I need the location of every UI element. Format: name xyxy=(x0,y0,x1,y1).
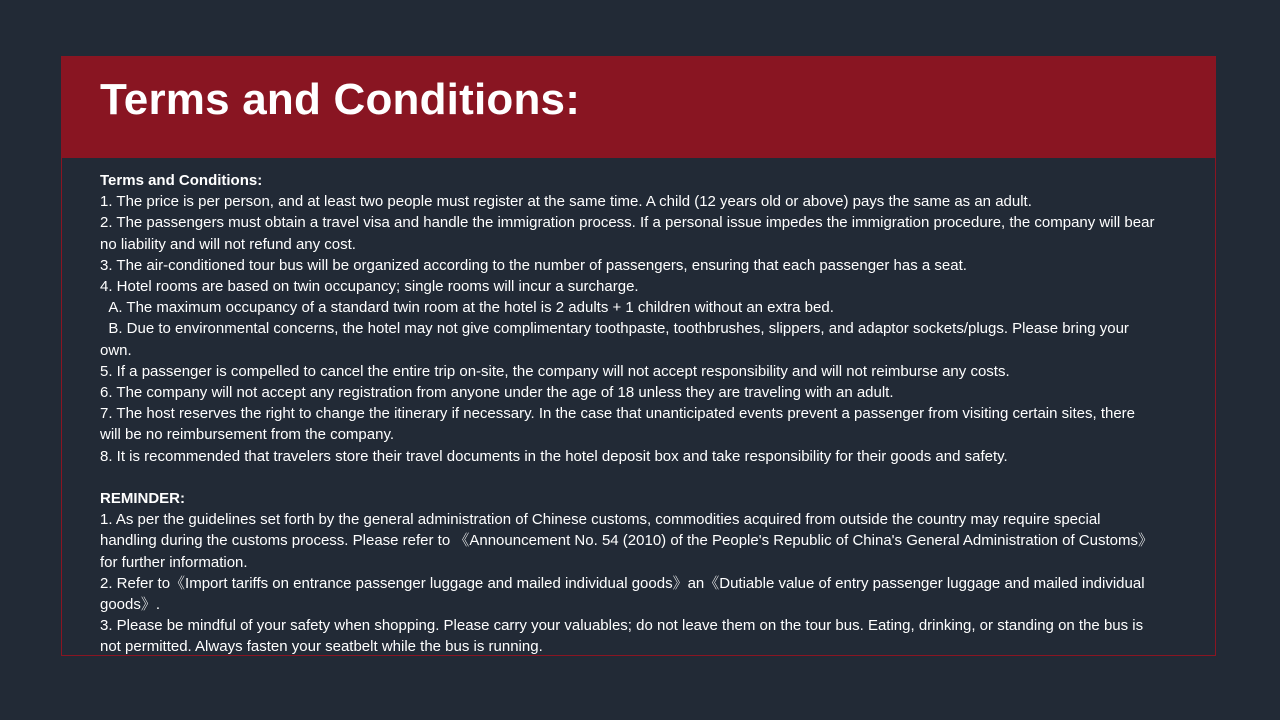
terms-item-8: 8. It is recommended that travelers store their travel documents in the hotel deposit box and take responsibility for their goods and safety. xyxy=(100,447,1008,465)
terms-item-7: 7. The host reserves the right to change the itinerary if necessary. In the case that unanticipated events prevent a passenger from visiting certain sites, there will be no reimbursement from the company. xyxy=(100,405,1136,444)
reminder-item-1: 1. As per the guidelines set forth by the general administration of Chinese customs, commodities acquired from outside the country may require special handling during the customs process. Please refer to 《Announcement No. 54 (2010) of the People's Republic of China's General Administration of Customs》 for further information. xyxy=(100,511,1153,571)
terms-item-6: 6. The company will not accept any registration from anyone under the age of 18 unless they are traveling with an adult. xyxy=(100,384,894,402)
reminder-heading: REMINDER: xyxy=(100,490,185,508)
reminder-item-3: 3. Please be mindful of your safety when shopping. Please carry your valuables; do not leave them on the tour bus. Eating, drinking, or standing on the bus is not permitted. Always fasten your seatbelt while the bus is running. xyxy=(100,617,1144,656)
reminder-item-2: 2. Refer to《Import tariffs on entrance passenger luggage and mailed individual goods》an《Dutiable value of entry passenger luggage and mailed individual goods》. xyxy=(100,574,1145,614)
page-title: Terms and Conditions: xyxy=(100,75,581,124)
terms-item-4b: B. Due to environmental concerns, the hotel may not give complimentary toothpaste, toothbrushes, slippers, and adaptor sockets/plugs. Please bring your own. xyxy=(100,320,1134,359)
terms-heading: Terms and Conditions: xyxy=(100,172,263,189)
terms-body xyxy=(100,170,1155,658)
content-panel xyxy=(61,56,1216,656)
terms-item-4: 4. Hotel rooms are based on twin occupancy; single rooms will incur a surcharge. xyxy=(100,278,639,296)
section-spacer xyxy=(100,467,1155,488)
title-banner xyxy=(62,57,1215,158)
terms-item-2: 2. The passengers must obtain a travel visa and handle the immigration process. If a personal issue impedes the immigration procedure, the company will bear no liability and will not refund any cost. xyxy=(100,214,1155,253)
terms-item-1: 1. The price is per person, and at least two people must register at the same time. A child (12 years old or above) pays the same as an adult. xyxy=(100,193,1032,211)
terms-item-5: 5. If a passenger is compelled to cancel the entire trip on-site, the company will not accept responsibility and will not reimburse any costs. xyxy=(100,362,1010,380)
terms-item-4a: A. The maximum occupancy of a standard twin room at the hotel is 2 adults + 1 children without an extra bed. xyxy=(100,299,834,317)
terms-item-3: 3. The air-conditioned tour bus will be organized according to the number of passengers, ensuring that each passenger has a seat. xyxy=(100,256,967,274)
